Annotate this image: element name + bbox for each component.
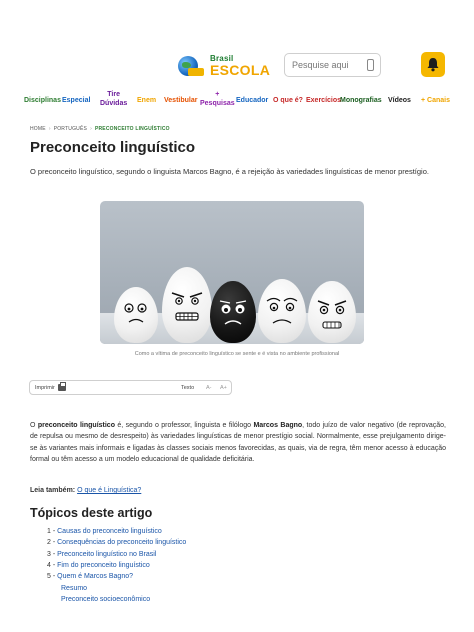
nav-item-label: Tire xyxy=(107,91,120,98)
decrease-text-button[interactable]: A- xyxy=(206,385,212,391)
breadcrumb xyxy=(30,126,170,132)
printer-icon[interactable] xyxy=(58,384,66,391)
topic-link[interactable]: Consequências do preconceito linguístico xyxy=(57,539,187,547)
nav-item-9[interactable] xyxy=(340,96,382,105)
article-paragraph xyxy=(30,420,446,465)
topic-item[interactable] xyxy=(47,539,186,546)
topic-link[interactable]: Causas do preconceito linguístico xyxy=(57,528,162,535)
nav-item-label: Especial xyxy=(62,97,91,104)
logo-text-top: Brasil xyxy=(210,54,234,63)
topic-number: 3 - xyxy=(47,550,58,558)
nav-item-0[interactable] xyxy=(24,96,61,105)
nav-item-label: Exercícios xyxy=(306,97,342,104)
egg-black-sad xyxy=(210,281,256,343)
nav-item-label: Dúvidas xyxy=(100,100,128,107)
nav-item-label: Vídeos xyxy=(388,97,411,104)
nav-item-3[interactable] xyxy=(137,96,156,105)
egg-grumpy xyxy=(258,279,306,343)
nav-item-6[interactable] xyxy=(236,96,268,105)
breadcrumb-section[interactable]: PORTUGUÊS xyxy=(53,126,88,132)
search-input[interactable] xyxy=(284,53,381,77)
read-also xyxy=(30,487,141,494)
logo-text-main: ESCOLA xyxy=(210,62,271,78)
site-logo[interactable] xyxy=(178,54,271,78)
para-mid: é, segundo o professor, linguista e filólogo xyxy=(117,422,252,429)
para-term: preconceito linguístico xyxy=(37,422,115,429)
notifications-button[interactable] xyxy=(421,52,445,77)
page-title: Preconceito linguístico xyxy=(30,139,196,156)
topic-number: 2 - xyxy=(47,539,58,547)
nav-item-4[interactable] xyxy=(164,96,197,105)
text-size-label: Texto xyxy=(181,385,195,391)
topic-number: 1 - xyxy=(47,528,58,535)
nav-item-5[interactable] xyxy=(200,90,235,108)
search-icon[interactable] xyxy=(367,59,374,71)
read-also-link[interactable]: O que é Linguística? xyxy=(77,487,142,494)
topic-item[interactable] xyxy=(47,562,150,569)
article-subtitle: O preconceito linguístico, segundo o linguista Marcos Bagno, é a rejeição às variedades linguísticas de menor prestígio. xyxy=(30,167,429,176)
topic-item[interactable] xyxy=(47,528,162,535)
para-rest: , todo juízo de valor negativo (de reprovação, de repulsa ou mesmo de desrespeito) às variedades linguísticas de menor prestígio social. Normalmente, esse prejulgamento dirige-se às variantes mais informais e ligadas às classes sociais menos favorecidas, as quais, via de regra, têm menor acesso à educação formal ou têm acesso a um modelo educacional de qualidade deficitária. xyxy=(30,422,446,463)
egg-worried xyxy=(114,287,158,343)
nav-item-label: + xyxy=(215,91,220,98)
topic-link[interactable]: Preconceito linguístico no Brasil xyxy=(57,550,157,558)
nav-item-label: Vestibular xyxy=(164,97,198,104)
nav-item-label: Enem xyxy=(137,97,157,104)
topic-item[interactable] xyxy=(47,573,133,580)
read-also-label: Leia também: xyxy=(30,487,76,494)
nav-item-label: Pesquisas xyxy=(200,100,235,107)
egg-annoyed xyxy=(308,281,356,343)
nav-item-label: Educador xyxy=(236,97,269,104)
book-icon xyxy=(188,68,204,76)
para-lead: O xyxy=(30,422,36,429)
nav-item-2[interactable] xyxy=(100,90,127,108)
search-placeholder: Pesquise aqui xyxy=(292,60,349,70)
print-label[interactable]: Imprimir xyxy=(35,385,55,391)
topic-item[interactable] xyxy=(61,596,150,603)
breadcrumb-home[interactable]: HOME xyxy=(30,126,46,132)
topic-item[interactable] xyxy=(47,551,156,558)
image-caption: Como a vítima de preconceito linguístico se sente e é vista no ambiente profissional xyxy=(134,351,340,357)
topic-number: 5 - xyxy=(47,573,58,581)
para-author: Marcos Bagno xyxy=(253,422,303,429)
topic-link[interactable]: Preconceito socioeconômico xyxy=(61,595,151,603)
nav-item-11[interactable] xyxy=(421,96,450,105)
topic-number: 4 - xyxy=(47,561,58,569)
breadcrumb-separator: › xyxy=(90,126,92,132)
nav-item-7[interactable] xyxy=(273,96,303,105)
breadcrumb-current: PRECONCEITO LINGUÍSTICO xyxy=(94,126,170,132)
egg-angry xyxy=(162,267,212,343)
topic-link[interactable]: Fim do preconceito linguístico xyxy=(57,561,150,569)
main-nav xyxy=(0,90,474,118)
topic-item[interactable] xyxy=(61,585,87,592)
article-image xyxy=(100,201,364,344)
article-toolbar xyxy=(29,380,232,395)
nav-item-label: Monografias xyxy=(340,97,382,104)
topic-link[interactable]: Quem é Marcos Bagno? xyxy=(57,573,133,581)
nav-item-label: Disciplinas xyxy=(24,97,61,104)
bell-icon xyxy=(426,57,440,72)
topics-title: Tópicos deste artigo xyxy=(30,506,153,520)
breadcrumb-separator: › xyxy=(48,126,51,132)
nav-item-label: + Canais xyxy=(421,97,450,104)
nav-item-label: O que é? xyxy=(273,97,303,104)
nav-item-1[interactable] xyxy=(62,96,90,105)
nav-item-8[interactable] xyxy=(306,96,341,105)
increase-text-button[interactable]: A+ xyxy=(220,385,227,391)
nav-item-10[interactable] xyxy=(388,96,411,105)
topic-link[interactable]: Resumo xyxy=(61,584,88,592)
